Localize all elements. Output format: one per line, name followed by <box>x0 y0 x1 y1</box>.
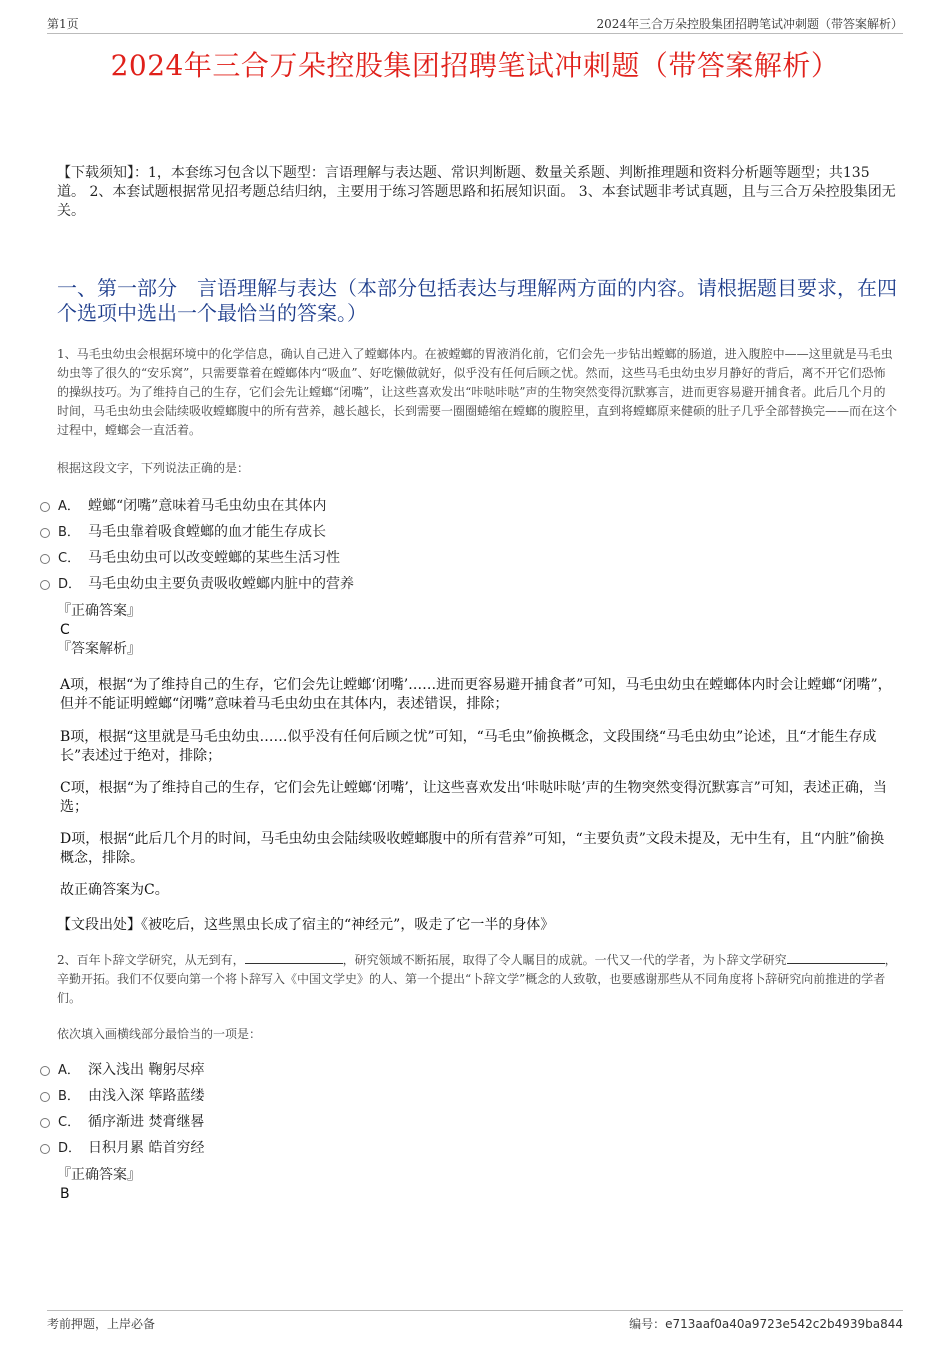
correct-answer-label: 『正确答案』 <box>57 603 141 619</box>
page-header <box>47 13 903 34</box>
fill-blank-1[interactable] <box>245 951 343 964</box>
radio-icon[interactable] <box>40 502 50 512</box>
section-title: 一、第一部分 言语理解与表达（本部分包括表达与理解两方面的内容。请根据题目要求，在四个选项中选出一个最恰当的答案。） <box>57 276 897 325</box>
question-2-stem: 2、百年卜辞文学研究，从无到有， ，研究领域不断拓展，取得了令人瞩目的成就。一代又一代的学者，为卜辞文学研究 ，辛勤开拓。我们不仅要向第一个将卜辞写入《中国文学史》的人、第一个提出“卜辞文学”概念的人致敬，也要感谢那些从不同角度将卜辞研究向前推进的学者们。 <box>57 953 897 1005</box>
question-1-answer-block <box>57 602 897 659</box>
radio-icon[interactable] <box>40 528 50 538</box>
analysis-conclusion: 故正确答案为C。 <box>60 882 169 898</box>
answer-analysis-label: 『答案解析』 <box>57 641 141 657</box>
analysis-c: C项，根据“为了维持自己的生存，它们会先让螳螂‘闭嘴’，让这些喜欢发出‘咔哒咔哒’声的生物突然变得沉默寡言”可知，表述正确，当选； <box>60 780 887 815</box>
analysis-conclusion-block <box>57 881 897 900</box>
passage-source: 【文段出处】《被吃后，这些黑虫长成了宿主的“神经元”，吸走了它一半的身体》 <box>57 917 555 933</box>
analysis-b-block <box>57 728 897 766</box>
analysis-c-block <box>57 779 897 817</box>
document-title: 2024年三合万朵控股集团招聘笔试冲刺题（带答案解析） <box>110 49 840 82</box>
page-number: 第1页 <box>47 17 79 31</box>
option-a[interactable]: A． 螳螂“闭嘴”意味着马毛虫幼虫在其体内 <box>40 493 354 519</box>
header-doc-name: 2024年三合万朵控股集团招聘笔试冲刺题（带答案解析） <box>596 17 903 31</box>
page-footer <box>47 1310 903 1333</box>
analysis-b: B项，根据“这里就是马毛虫幼虫……似乎没有任何后顾之忧”可知，“马毛虫”偷换概念，文段围绕“马毛虫幼虫”论述，且“才能生存成长”表述过于绝对，排除； <box>60 729 877 764</box>
radio-icon[interactable] <box>40 580 50 590</box>
option-d[interactable]: D． 日积月累 皓首穷经 <box>40 1135 204 1161</box>
document-code: 编号：e713aaf0a40a9723e542c2b4939ba844 <box>629 1317 903 1331</box>
radio-icon[interactable] <box>40 1066 50 1076</box>
option-b[interactable]: B． 由浅入深 筚路蓝缕 <box>40 1083 204 1109</box>
download-notice: 【下载须知】：1，本套练习包含以下题型：言语理解与表达题、常识判断题、数量关系题、判断推理题和资料分析题等题型；共135道。 2、本套试题根据常见招考题总结归纳，主要用于练习答题思路和拓展知识面。 3、本套试题非考试真题，且与三合万朵控股集团无关。 <box>57 165 896 219</box>
analysis-a: A项，根据“为了维持自己的生存，它们会先让螳螂‘闭嘴’……进而更容易避开捕食者”可知，马毛虫幼虫在螳螂体内时会让螳螂“闭嘴”，但并不能证明螳螂“闭嘴”意味着马毛虫幼虫在其体内，表述错误，排除； <box>60 677 892 712</box>
question-1-prompt: 根据这段文字，下列说法正确的是： <box>57 461 250 475</box>
question-2-stem-block <box>57 951 897 1008</box>
question-1-stem-block <box>57 345 897 440</box>
option-c[interactable]: C． 马毛虫幼虫可以改变螳螂的某些生活习性 <box>40 545 354 571</box>
option-b[interactable]: B． 马毛虫靠着吸食螳螂的血才能生存成长 <box>40 519 354 545</box>
question-2-options <box>40 1057 204 1161</box>
footer-slogan: 考前押题，上岸必备 <box>47 1317 156 1331</box>
source-block <box>57 916 897 935</box>
option-a[interactable]: A． 深入浅出 鞠躬尽瘁 <box>40 1057 204 1083</box>
question-2-prompt: 依次填入画横线部分最恰当的一项是： <box>57 1027 262 1041</box>
radio-icon[interactable] <box>40 1144 50 1154</box>
question-2-prompt-block <box>57 1025 897 1044</box>
analysis-a-block <box>57 676 897 714</box>
radio-icon[interactable] <box>40 1092 50 1102</box>
question-1-prompt-block <box>57 459 897 478</box>
radio-icon[interactable] <box>40 554 50 564</box>
option-d[interactable]: D． 马毛虫幼虫主要负责吸收螳螂内脏中的营养 <box>40 571 354 597</box>
question-1-stem: 1、马毛虫幼虫会根据环境中的化学信息，确认自己进入了螳螂体内。在被螳螂的胃液消化前，它们会先一步钻出螳螂的肠道，进入腹腔中——这里就是马毛虫幼虫等了很久的“安乐窝”，只需要靠着在螳螂体内“吸血”、好吃懒做就好，似乎没有任何后顾之忧。然而，这些马毛虫幼虫岁月静好的背后，离不开它们恐怖的操纵技巧。为了维持自己的生存，它们会先让螳螂“闭嘴”，让这些喜欢发出“咔哒咔哒”声的生物突然变得沉默寡言，进而更容易避开捕食者。此后几个月的时间，马毛虫幼虫会陆续吸收螳螂腹中的所有营养，越长越长，长到需要一圈圈蜷缩在螳螂的腹腔里，直到将螳螂原来健硕的肚子几乎全部替换完——而在这个过程中，螳螂会一直活着。 <box>57 347 898 437</box>
analysis-d: D项，根据“此后几个月的时间，马毛虫幼虫会陆续吸收螳螂腹中的所有营养”可知，“主要负责”文段未提及，无中生有，且“内脏”偷换概念，排除。 <box>60 831 885 866</box>
question-2-answer-block <box>57 1166 897 1204</box>
question-1-options <box>40 493 354 597</box>
option-c[interactable]: C． 循序渐进 焚膏继晷 <box>40 1109 204 1135</box>
correct-answer: C <box>60 622 70 638</box>
radio-icon[interactable] <box>40 1118 50 1128</box>
fill-blank-2[interactable] <box>787 951 885 964</box>
correct-answer: B <box>60 1186 70 1202</box>
correct-answer-label: 『正确答案』 <box>57 1167 141 1183</box>
analysis-d-block <box>57 830 897 868</box>
